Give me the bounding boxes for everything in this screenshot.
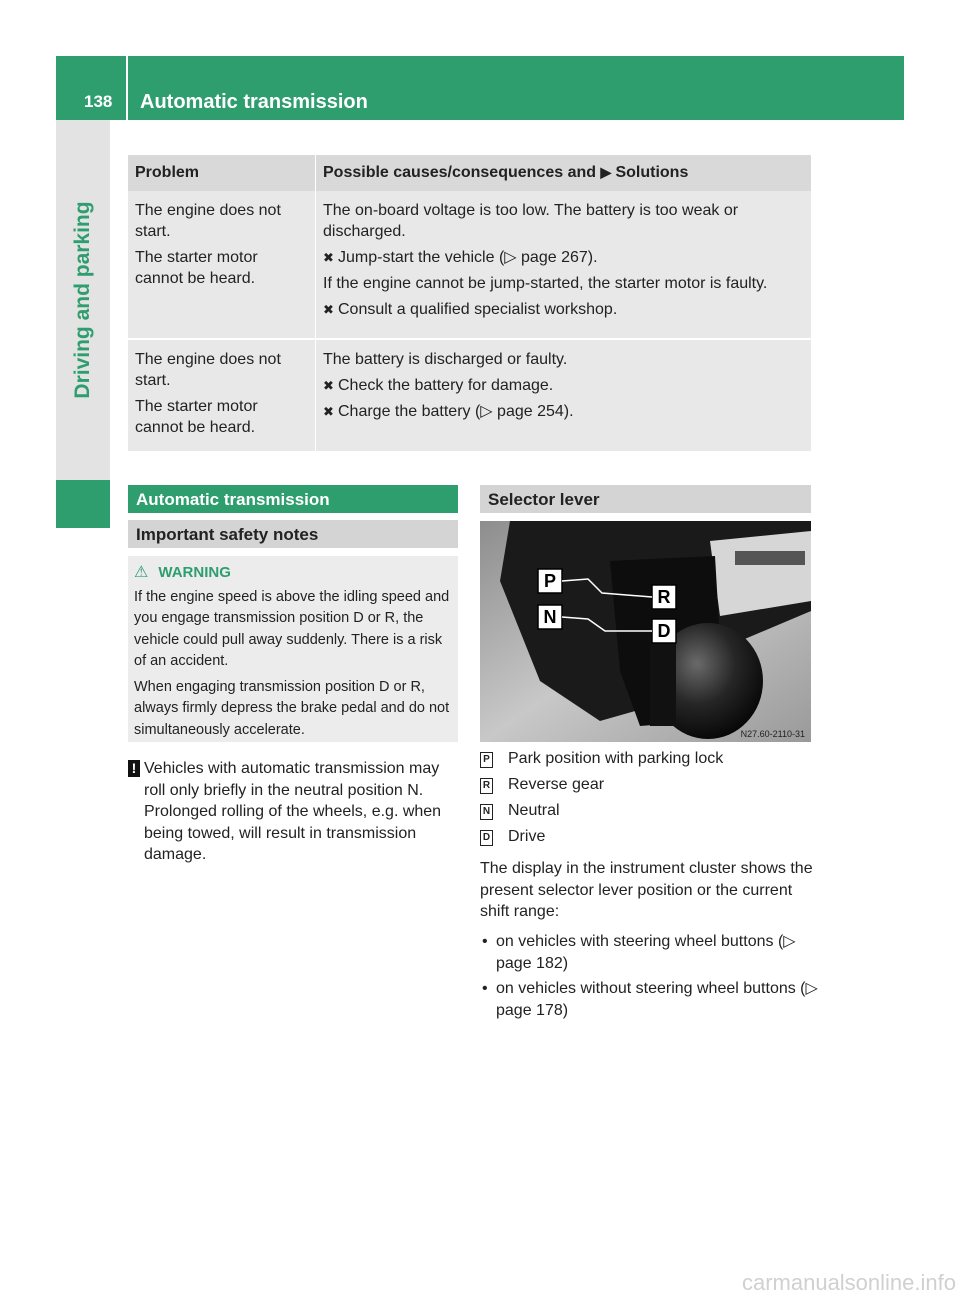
side-tab-label: Driving and parking: [71, 201, 94, 399]
table-row: [128, 340, 811, 451]
svg-text:D: D: [657, 621, 671, 641]
gear-description: Park position with parking lock: [508, 750, 724, 767]
solution-line: The battery is discharged or faulty.: [323, 351, 568, 368]
section-heading-automatic-transmission: Automatic transmission: [128, 485, 458, 513]
display-paragraph: The display in the instrument cluster shows the present selector lever position or the current shift range:: [480, 860, 813, 920]
gear-label-p: [538, 569, 562, 593]
side-tab-marker: [56, 480, 110, 528]
arrow-icon: ✖: [323, 250, 334, 265]
warning-paragraph: When engaging transmission position D or R, always firmly depress the brake pedal and do not simultaneously accelerate.: [134, 678, 450, 738]
column-header-prefix: Possible causes/consequences and: [323, 164, 597, 181]
page-title: Automatic transmission: [140, 91, 368, 113]
problem-cell: [128, 191, 316, 340]
gear-key-icon: P: [480, 752, 493, 768]
svg-text:N: N: [543, 607, 557, 627]
table-header-row: [128, 155, 811, 191]
note-text: Vehicles with automatic transmission may roll only briefly in the neutral position N. Prolonged rolling of the wheels, e.g. when being towed, will result in transmission damage.: [144, 760, 442, 863]
warning-box: [128, 556, 458, 742]
problem-text: The starter motor cannot be heard.: [135, 398, 258, 436]
gear-description: Drive: [508, 828, 546, 845]
bullet-icon: •: [482, 933, 488, 950]
gear-position-list: [480, 750, 815, 854]
column-header-suffix: Solutions: [615, 164, 689, 181]
image-code: N27.60-2110-31: [740, 729, 805, 739]
list-item: • on vehicles without steering wheel buttons (▷ page 178): [482, 980, 818, 1019]
column-header-solutions: [316, 155, 811, 191]
solution-line: ✖ Jump-start the vehicle (▷ page 267).: [323, 249, 598, 266]
subsection-heading-safety-notes: Important safety notes: [128, 520, 458, 548]
arrow-icon: ✖: [323, 302, 334, 317]
list-item: [480, 828, 815, 854]
list-item: [480, 776, 815, 802]
svg-text:P: P: [543, 571, 557, 591]
warning-paragraph: If the engine speed is above the idling speed and you engage transmission position D or R, the vehicle could pull away suddenly. There is a risk of an accident.: [134, 588, 450, 669]
gear-description: Neutral: [508, 802, 560, 819]
bullet-list: [480, 931, 820, 1025]
column-header-problem: Problem: [128, 155, 316, 191]
problem-text: The starter motor cannot be heard.: [135, 249, 258, 287]
bullet-icon: •: [482, 980, 488, 997]
list-item: [480, 802, 815, 828]
gear-label-d: [652, 619, 676, 643]
arrow-icon: ✖: [323, 404, 334, 419]
arrow-icon: ✖: [323, 378, 334, 393]
gear-label-n: [538, 605, 562, 629]
list-item: [480, 750, 815, 776]
solution-cell: [316, 191, 811, 340]
selector-lever-photo: [480, 521, 811, 742]
section-heading-selector-lever: Selector lever: [480, 485, 811, 513]
troubleshooting-table: [128, 155, 811, 451]
arrow-icon: ▶: [600, 164, 612, 180]
exclamation-icon: !: [128, 760, 140, 777]
problem-text: The engine does not start.: [135, 202, 281, 240]
svg-text:R: R: [657, 587, 671, 607]
page-number: 138: [84, 92, 113, 111]
table-row: [128, 191, 811, 340]
gear-description: Reverse gear: [508, 776, 605, 793]
warning-triangle-icon: ⚠: [134, 564, 149, 581]
solution-cell: [316, 340, 811, 451]
solution-line: ✖ Consult a qualified specialist workshop.: [323, 301, 618, 318]
problem-cell: [128, 340, 316, 451]
watermark: carmanualsonline.info: [741, 1270, 956, 1295]
gear-key-icon: D: [480, 830, 493, 846]
gear-key-icon: R: [480, 778, 493, 794]
list-item: • on vehicles with steering wheel buttons (▷ page 182): [482, 933, 796, 972]
warning-title: WARNING: [158, 564, 231, 581]
solution-line: ✖ Check the battery for damage.: [323, 377, 554, 394]
solution-line: If the engine cannot be jump-started, the starter motor is faulty.: [323, 275, 768, 292]
problem-text: The engine does not start.: [135, 351, 281, 389]
note-block: [128, 758, 463, 866]
gear-label-r: [652, 585, 676, 609]
header-divider: [126, 56, 128, 120]
solution-line: The on-board voltage is too low. The battery is too weak or discharged.: [323, 202, 739, 240]
gear-key-icon: N: [480, 804, 493, 820]
solution-line: ✖ Charge the battery (▷ page 254).: [323, 403, 574, 420]
